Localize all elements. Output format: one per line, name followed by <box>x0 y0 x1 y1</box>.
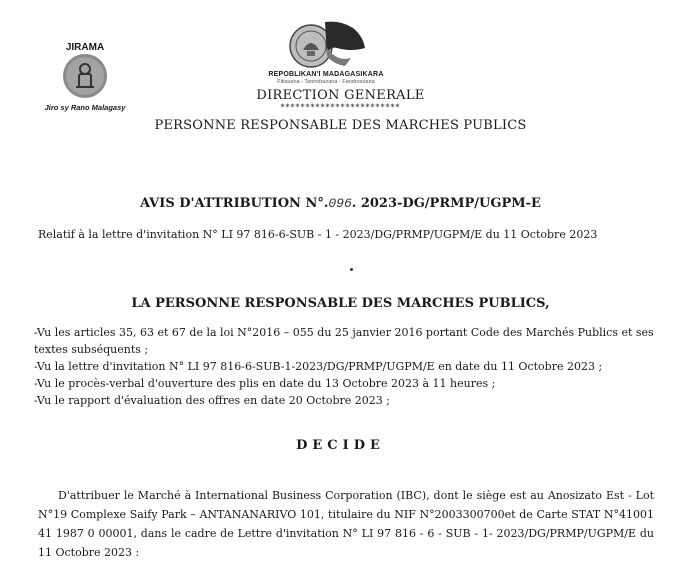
vu-line: -Vu le procès-verbal d'ouverture des plis en date du 13 Octobre 2023 à 11 heures ; <box>34 377 496 390</box>
jirama-subtitle: Jiro sy Rano Malagasy <box>44 103 126 112</box>
avis-prefix: AVIS D'ATTRIBUTION N°. <box>140 196 329 211</box>
stray-dot <box>350 268 353 271</box>
republic-emblem <box>281 18 371 76</box>
avis-number: 096 <box>328 196 352 211</box>
jirama-title: JIRAMA <box>65 42 105 53</box>
vu-line: -Vu le rapport d'évaluation des offres en date 20 Octobre 2023 ; <box>34 394 390 407</box>
prmp-heading: LA PERSONNE RESPONSABLE DES MARCHES PUBLICS, <box>131 296 550 311</box>
prmp-header: PERSONNE RESPONSABLE DES MARCHES PUBLICS <box>154 118 527 133</box>
stars-divider: ************************ <box>280 103 401 112</box>
vu-line: -Vu les articles 35, 63 et 67 de la loi N°2016 – 055 du 25 janvier 2016 portant Code des Marchés Publics et ses <box>34 326 654 339</box>
decision-paragraph <box>38 486 654 562</box>
avis-title: AVIS D'ATTRIBUTION N°.096. 2023-DG/PRMP/UGPM-E <box>140 196 541 211</box>
direction-generale: DIRECTION GENERALE <box>256 88 425 103</box>
relatif-line: Relatif à la lettre d'invitation N° LI 97 816-6-SUB - 1 - 2023/DG/PRMP/UGPM/E du 11 Octobre 2023 <box>38 228 598 241</box>
vu-line: -Vu la lettre d'invitation N° LI 97 816-6-SUB-1-2023/DG/PRMP/UGPM/E en date du 11 Octobre 2023 ; <box>34 360 603 373</box>
avis-suffix: 2023-DG/PRMP/UGPM-E <box>360 196 541 211</box>
vu-line: textes subséquents ; <box>34 343 149 356</box>
republic-motto: Fitiavana - Tanindrazana - Fandrosoana <box>277 79 375 85</box>
republic-name: REPOBLIKAN'I MADAGASIKARA <box>268 71 384 78</box>
decide-heading: DECIDE <box>296 438 385 453</box>
decision-text: D'attribuer le Marché à International Business Corporation (IBC), dont le siège est au Anosizato Est - Lot N°19 Complexe Saify Park – ANTANANARIVO 101, titulaire du NIF N°2003300700et de Carte STAT N°41001 41 1987 0 00001, dans le cadre de Lettre d'invitation N° LI 97 816 - 6 - SUB - 1- 2023/DG/PRMP/UGPM/E du 11 Octobre 2023 : <box>38 489 654 559</box>
madagascar-seal-icon <box>281 18 371 72</box>
